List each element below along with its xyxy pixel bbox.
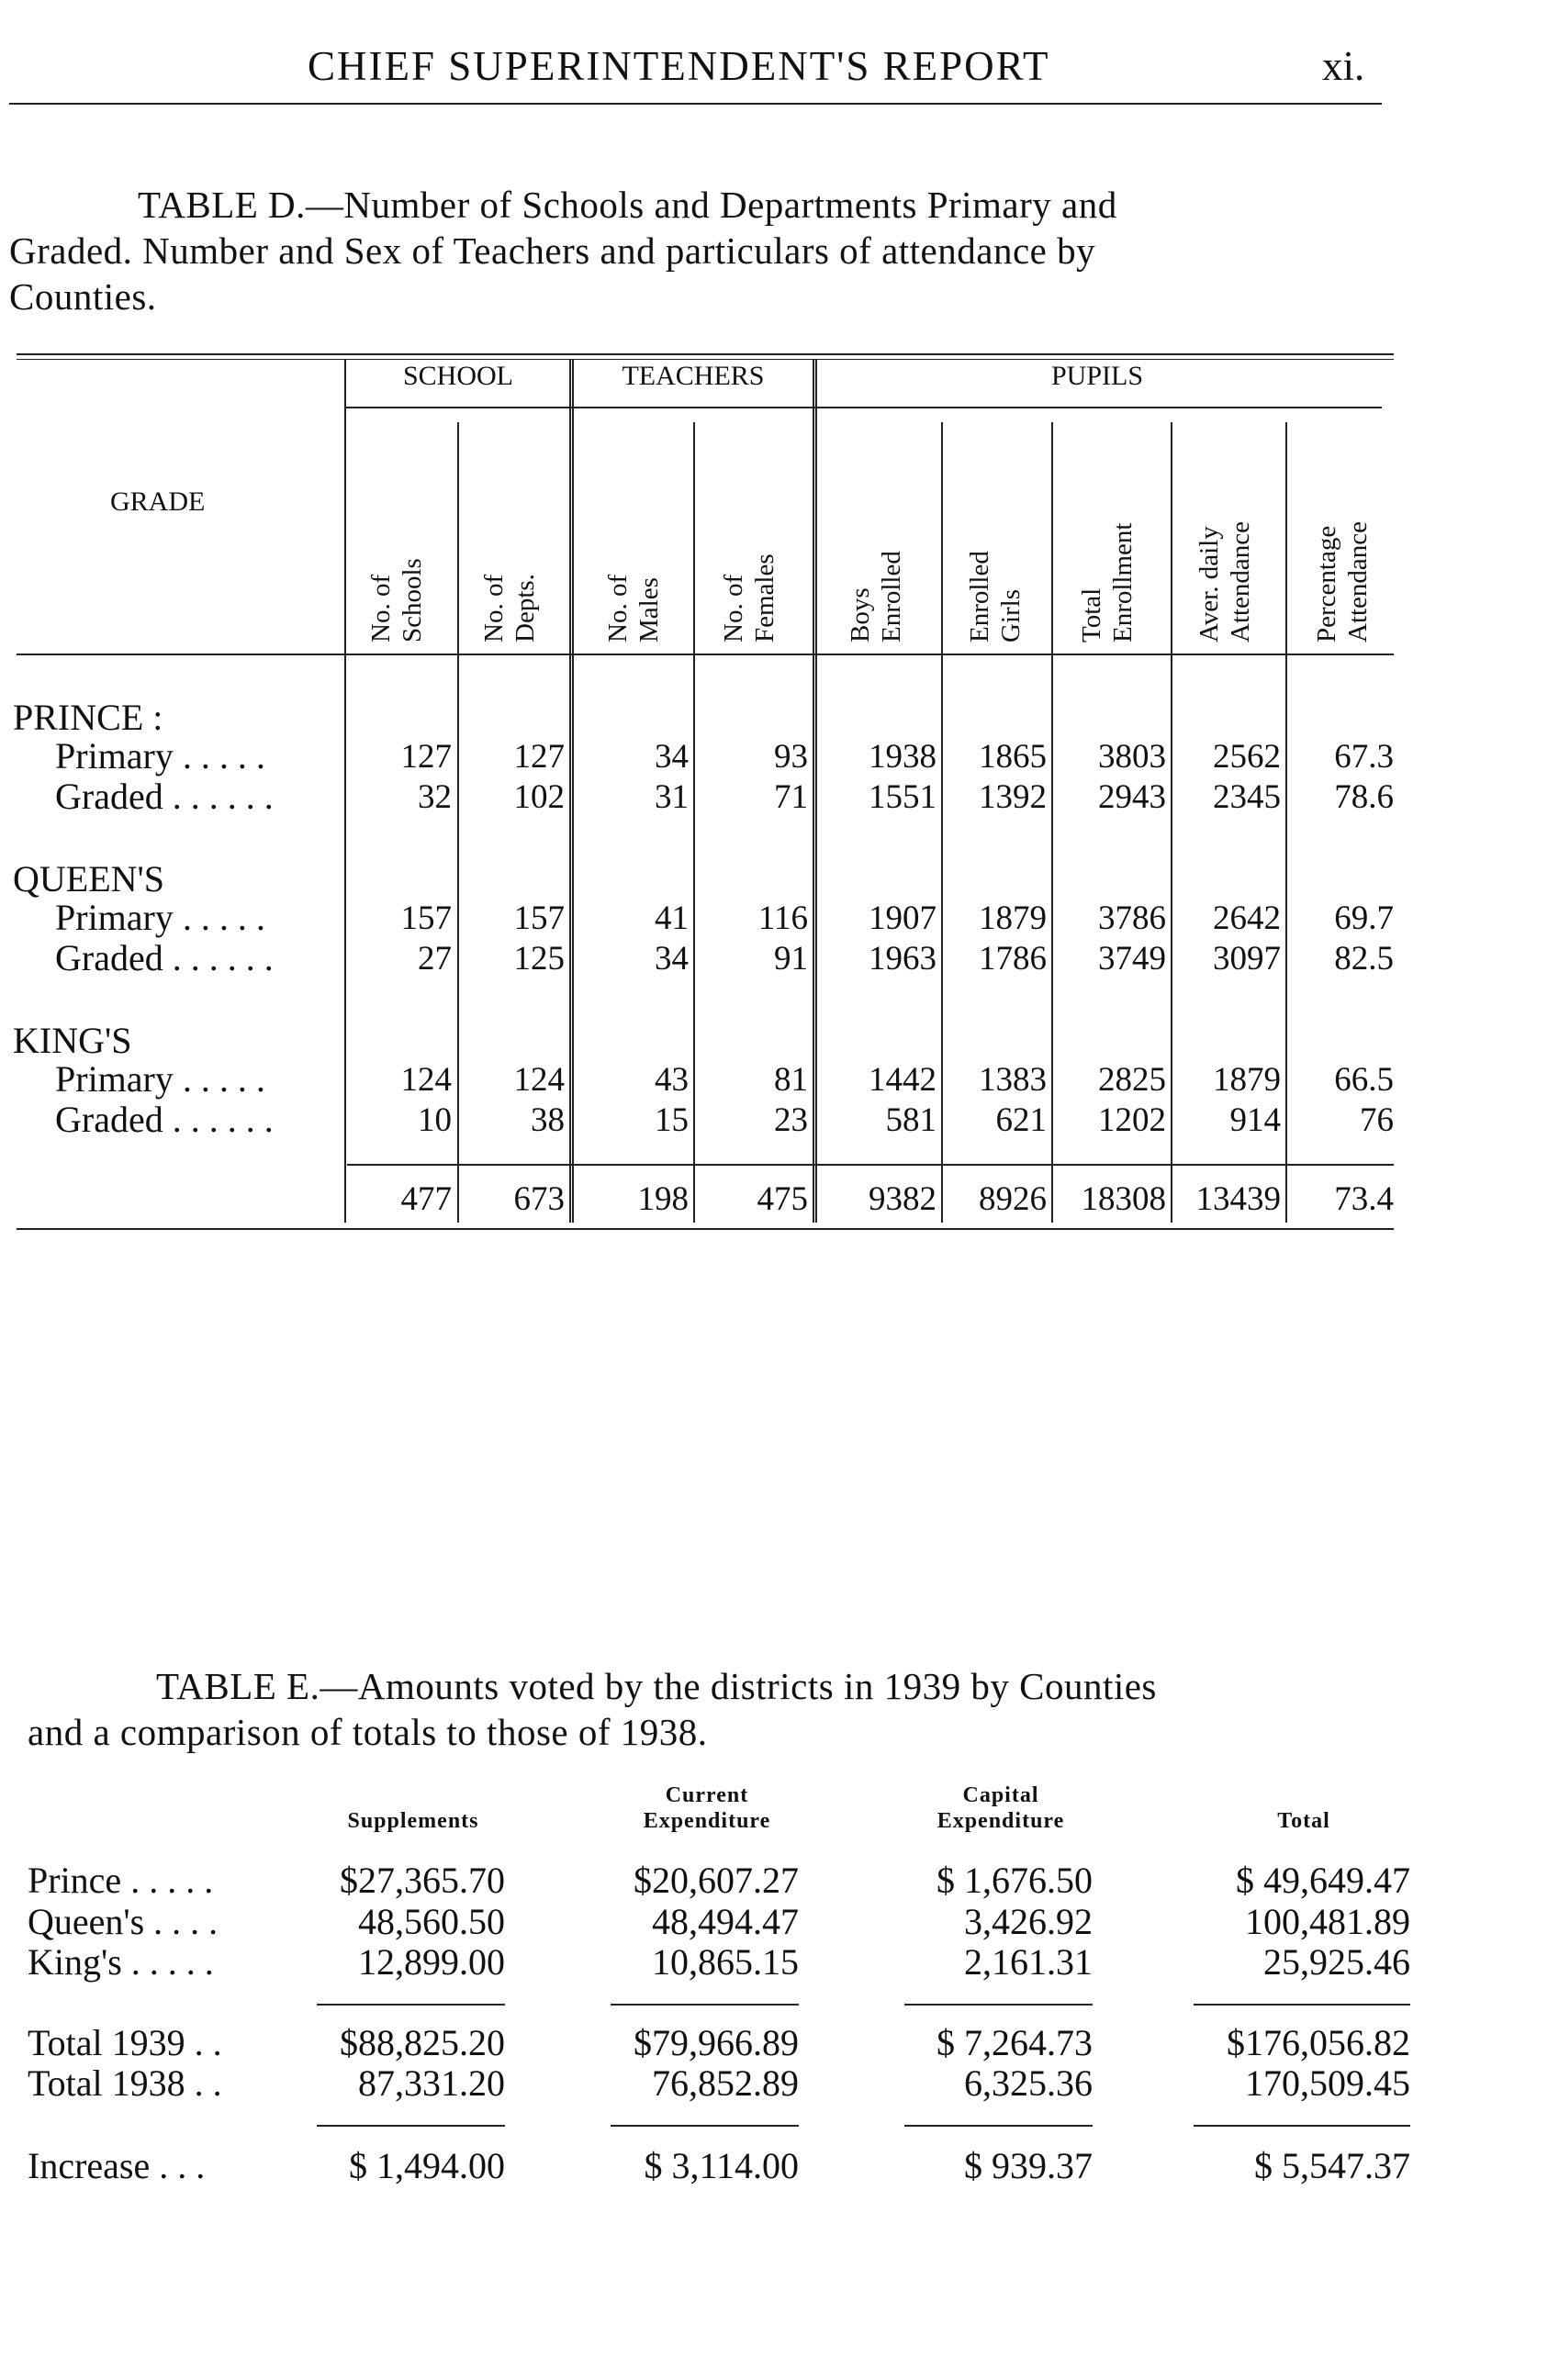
cell: 41 — [655, 899, 689, 937]
table-e-caption-line: and a comparison of totals to those of 1938. — [28, 1711, 708, 1753]
cell: 2,161.31 — [964, 1941, 1093, 1983]
table-d-top-rule — [17, 359, 1394, 360]
total-cell: 9382 — [869, 1180, 937, 1218]
cell: 48,494.47 — [652, 1901, 799, 1942]
cell: 914 — [1229, 1101, 1281, 1139]
column-header-current-expenditure: Current Expenditure — [643, 1783, 771, 1833]
cell: 621 — [995, 1101, 1047, 1139]
cell: 2562 — [1213, 738, 1281, 776]
cell: 48,560.50 — [358, 1901, 505, 1942]
cell: 2825 — [1098, 1061, 1166, 1099]
cell: 102 — [513, 778, 565, 816]
cell: 67.3 — [1334, 738, 1394, 776]
cell: 10 — [418, 1101, 452, 1139]
table-row — [0, 737, 1559, 777]
cell: 3097 — [1213, 940, 1281, 978]
county-label: KING'S — [13, 1020, 132, 1061]
table-row — [0, 1060, 1559, 1101]
cell: 1786 — [979, 940, 1047, 978]
cell: 78.6 — [1334, 778, 1394, 816]
cell: 1383 — [979, 1061, 1047, 1099]
cell: 87,331.20 — [358, 2062, 505, 2104]
totals-row — [0, 1179, 1559, 1220]
cell: 91 — [774, 940, 808, 978]
cell: 124 — [513, 1061, 565, 1099]
cell: 34 — [655, 738, 689, 776]
header-bottom-rule — [17, 654, 1394, 655]
cell: $20,607.27 — [634, 1860, 799, 1901]
table-row — [0, 939, 1559, 979]
cell: 1442 — [869, 1061, 937, 1099]
table-row — [0, 899, 1559, 939]
cell: 1202 — [1098, 1101, 1166, 1139]
cell: 1392 — [979, 778, 1047, 816]
cell: $ 49,649.47 — [1236, 1860, 1410, 1901]
cell: 170,509.45 — [1245, 2062, 1410, 2104]
table-d-caption-line: Counties. — [9, 275, 157, 318]
increase-rule — [904, 2125, 1093, 2127]
table-row — [0, 1101, 1559, 1141]
table-d-top-rule — [17, 353, 1394, 355]
cell: 127 — [400, 738, 452, 776]
grade-header: GRADE — [110, 486, 206, 517]
cell: $79,966.89 — [634, 2022, 799, 2063]
cell: $ 1,494.00 — [349, 2145, 505, 2186]
cell: 1963 — [869, 940, 937, 978]
row-label: Prince . . . . . — [28, 1860, 214, 1901]
county-label: QUEEN'S — [13, 858, 164, 899]
cell: 43 — [655, 1061, 689, 1099]
cell: $ 939.37 — [964, 2145, 1093, 2186]
row-label: Primary . . . . . — [55, 897, 265, 938]
total-cell: 13439 — [1195, 1180, 1281, 1218]
subtotal-rule — [611, 2004, 799, 2006]
column-header-supplements: Supplements — [347, 1809, 479, 1833]
subtotal-rule — [317, 2004, 505, 2006]
cell: 38 — [531, 1101, 565, 1139]
county-label: PRINCE : — [13, 697, 163, 738]
cell: 1879 — [1213, 1061, 1281, 1099]
table-d-bottom-rule — [17, 1228, 1394, 1230]
table-d: SCHOOL TEACHERS PUPILS GRADE No. of Schools No. of Depts. No. of Males No. of Females Boys Enrolled Enrolled Girls Total Enrollment Aver. daily Attendance Percentage Attendance PRINCE : Primary . . . . . Graded . . . . . . QUEEN'S Primary . . . . . Graded . . . . . . KING'S Primary . . . . . Graded . . . . . . 127 127 34 93 1938 1865 3803 2562 67.3 32 102 31 71 1551 1392 2943 2345 78.6 157 157 41 116 1907 1879 3786 2642 69.7 27 125 34 91 1963 1786 3749 3097 82.5 124 124 43 81 1442 1383 2825 1879 66.5 10 38 15 23 581 621 1202 914 76 477 673 198 475 9382 8926 18308 13439 73.4 — [0, 0, 1559, 1248]
row-label: Queen's . . . . — [28, 1901, 219, 1942]
cell: 6,325.36 — [964, 2062, 1093, 2104]
cell: 12,899.00 — [358, 1941, 505, 1983]
cell: 124 — [400, 1061, 452, 1099]
page-number: xi. — [1322, 43, 1365, 89]
cell: 76,852.89 — [652, 2062, 799, 2104]
cell: 34 — [655, 940, 689, 978]
row-label: Graded . . . . . . — [55, 776, 274, 817]
cell: 81 — [774, 1061, 808, 1099]
cell: 1879 — [979, 899, 1047, 937]
cell: 116 — [757, 899, 808, 937]
cell: $ 3,114.00 — [644, 2145, 799, 2186]
row-label: Total 1939 . . — [28, 2022, 222, 2063]
increase-rule — [611, 2125, 799, 2127]
cell: 127 — [513, 738, 565, 776]
cell: 125 — [513, 940, 565, 978]
cell: 93 — [774, 738, 808, 776]
subtotal-rule — [904, 2004, 1093, 2006]
cell: 27 — [418, 940, 452, 978]
row-label: Increase . . . — [28, 2145, 206, 2186]
row-label: Graded . . . . . . — [55, 937, 274, 978]
total-cell: 477 — [400, 1180, 452, 1218]
subtotal-rule — [1194, 2004, 1410, 2006]
cell: 76 — [1360, 1101, 1394, 1139]
total-cell: 18308 — [1081, 1180, 1166, 1218]
cell: 100,481.89 — [1245, 1901, 1410, 1942]
cell: 25,925.46 — [1263, 1941, 1410, 1983]
table-d-caption-line: TABLE D.—Number of Schools and Departments Primary and — [138, 184, 1117, 226]
cell: $176,056.82 — [1227, 2022, 1410, 2063]
cell: 157 — [513, 899, 565, 937]
group-underline — [344, 407, 1382, 408]
row-label: Primary . . . . . — [55, 1058, 265, 1100]
cell: 2642 — [1213, 899, 1281, 937]
row-label: King's . . . . . — [28, 1941, 214, 1983]
cell: 1938 — [869, 738, 937, 776]
cell: $ 7,264.73 — [937, 2022, 1093, 2063]
cell: 2943 — [1098, 778, 1166, 816]
table-row — [0, 777, 1559, 818]
cell: 71 — [774, 778, 808, 816]
cell: 82.5 — [1334, 940, 1394, 978]
cell: 1865 — [979, 738, 1047, 776]
pupils-group-header: PUPILS — [1050, 361, 1144, 391]
cell: 3749 — [1098, 940, 1166, 978]
running-title: CHIEF SUPERINTENDENT'S REPORT — [308, 43, 1050, 89]
cell: 1551 — [869, 778, 937, 816]
table-d-caption-line: Graded. Number and Sex of Teachers and particulars of attendance by — [9, 229, 1096, 272]
cell: $ 1,676.50 — [937, 1860, 1093, 1901]
cell: 32 — [418, 778, 452, 816]
column-header-capital-expenditure: Capital Expenditure — [937, 1783, 1065, 1833]
school-group-header: SCHOOL — [402, 361, 513, 391]
cell: $27,365.70 — [340, 1860, 505, 1901]
cell: 69.7 — [1334, 899, 1394, 937]
teachers-group-header: TEACHERS — [622, 361, 765, 391]
cell: 3786 — [1098, 899, 1166, 937]
cell: 3803 — [1098, 738, 1166, 776]
increase-rule — [317, 2125, 505, 2127]
cell: 66.5 — [1334, 1061, 1394, 1099]
cell: 581 — [885, 1101, 937, 1139]
table-e-caption-line: TABLE E.—Amounts voted by the districts in 1939 by Counties — [156, 1665, 1157, 1707]
row-label: Total 1938 . . — [28, 2062, 222, 2104]
increase-rule — [1194, 2125, 1410, 2127]
cell: 3,426.92 — [964, 1901, 1093, 1942]
cell: 23 — [774, 1101, 808, 1139]
cell: 15 — [655, 1101, 689, 1139]
total-cell: 673 — [513, 1180, 565, 1218]
cell: $88,825.20 — [340, 2022, 505, 2063]
cell: 31 — [655, 778, 689, 816]
total-cell: 8926 — [979, 1180, 1047, 1218]
cell: 10,865.15 — [652, 1941, 799, 1983]
cell: 1907 — [869, 899, 937, 937]
row-label: Primary . . . . . — [55, 735, 265, 777]
row-label: Graded . . . . . . — [55, 1099, 274, 1140]
total-cell: 73.4 — [1334, 1180, 1394, 1218]
table-e-caption — [28, 1663, 1423, 1755]
total-cell: 198 — [637, 1180, 689, 1218]
cell: 157 — [400, 899, 452, 937]
cell: $ 5,547.37 — [1254, 2145, 1410, 2186]
total-cell: 475 — [757, 1180, 808, 1218]
cell: 2345 — [1213, 778, 1281, 816]
column-header-total: Total — [1277, 1809, 1330, 1833]
totals-rule — [347, 1164, 1394, 1166]
